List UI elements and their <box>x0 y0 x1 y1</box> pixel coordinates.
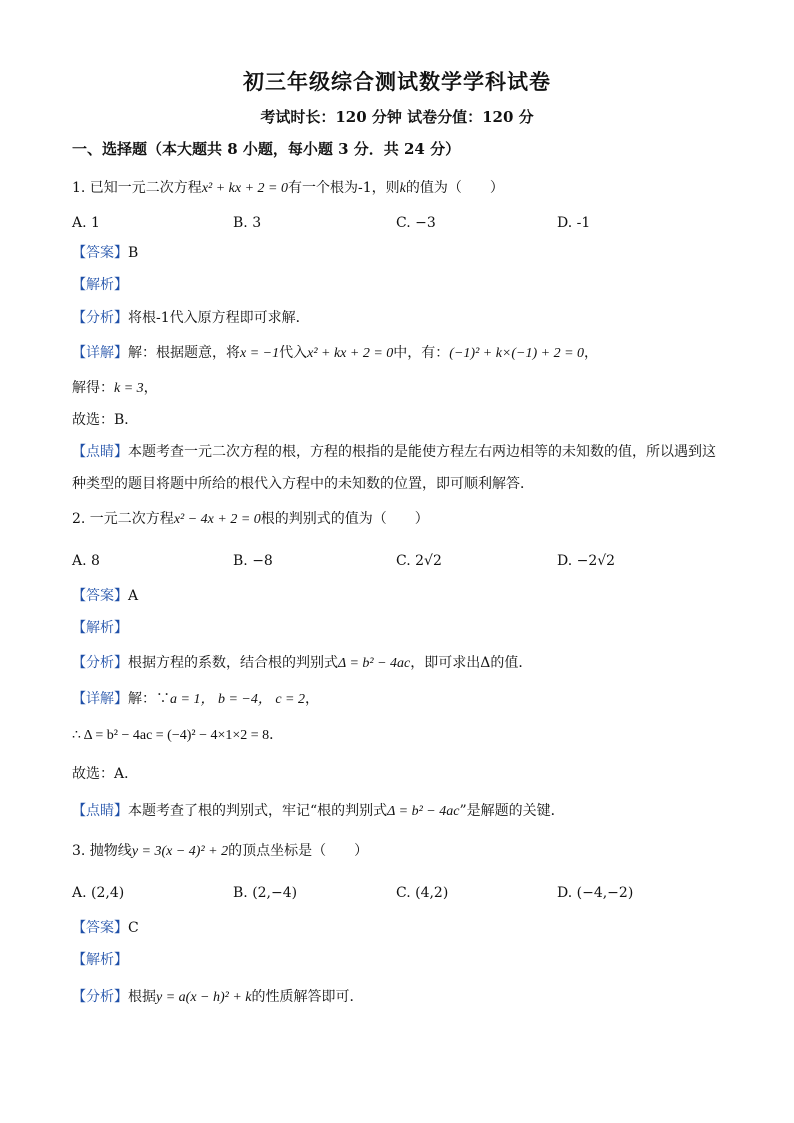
q1-option-b: B. 3 <box>233 215 262 231</box>
q1-analysis-label: 【解析】 <box>72 277 128 293</box>
q3-stem-text-b: 的顶点坐标是（ ） <box>228 843 369 859</box>
q1-option-c: C. −3 <box>396 215 436 231</box>
q1-detail-eq1: x = −1 <box>240 346 280 361</box>
answer-label: 【答案】 <box>72 245 128 261</box>
q1-detail-eq3: (−1)² + k×(−1) + 2 = 0 <box>449 346 585 361</box>
q2-comment-text-b: ”是解题的关键． <box>459 803 565 819</box>
q2-fenxi-text-b: ，即可求出Δ的值． <box>410 655 533 671</box>
q3-fenxi-text-a: 根据 <box>128 989 156 1005</box>
exam-title: 初三年级综合测试数学学科试卷 <box>243 69 551 94</box>
q3-option-c: C. (4,2) <box>396 885 449 901</box>
q1-comment-line-2: 种类型的题目将题中所给的根代入方程中的未知数的位置，即可顺利解答． <box>72 476 534 492</box>
q2-fenxi-eq: Δ = b² − 4ac <box>338 656 411 671</box>
q1-stem <box>72 178 504 199</box>
q1-answer <box>72 243 138 263</box>
q2-analysis-label: 【解析】 <box>72 620 128 636</box>
q2-option-a: A. 8 <box>72 553 100 569</box>
q3-option-a: A. (2,4) <box>72 885 125 901</box>
q1-fenxi-text: 将根-1代入原方程即可求解． <box>128 310 310 326</box>
q2-equation: x² − 4x + 2 = 0 <box>173 512 261 527</box>
q1-detail <box>72 343 598 364</box>
answer-label: 【答案】 <box>72 920 128 936</box>
exam-subtitle: 考试时长：120 分钟 试卷分值：120 分 <box>260 108 534 126</box>
q2-detail-text-a: 解：∵ <box>128 691 170 707</box>
q1-variable: k <box>399 181 406 196</box>
q2-option-d: D. −2√2 <box>557 553 616 569</box>
section-heading: 一、选择题（本大题共 8 小题，每小题 3 分．共 24 分） <box>72 140 461 158</box>
q3-answer-value: C <box>128 920 139 936</box>
q1-solve <box>72 378 158 399</box>
q1-comment-text-1: 本题考查一元二次方程的根，方程的根指的是能使方程左右两边相等的未知数的值，所以遇到这 <box>128 444 716 460</box>
detail-label: 【详解】 <box>72 345 128 361</box>
q1-comment-line-1 <box>72 442 716 462</box>
q1-solve-punct: ， <box>143 380 158 396</box>
q2-comment-text-a: 本题考查了根的判别式，牢记“根的判别式 <box>128 803 388 819</box>
q2-stem-text-a: 2. 一元二次方程 <box>72 511 174 527</box>
detail-label: 【详解】 <box>72 691 128 707</box>
q1-detail-text-a: 解：根据题意，将 <box>128 345 240 361</box>
q2-answer-value: A <box>128 588 139 604</box>
q2-therefore: ∴ Δ = b² − 4ac = (−4)² − 4×1×2 = 8． <box>72 728 284 743</box>
q2-detail-text-b: ， <box>305 691 320 707</box>
q3-option-b: B. (2,−4) <box>233 885 298 901</box>
q1-stem-text-c: 的值为（ ） <box>405 180 504 196</box>
fenxi-label: 【分析】 <box>72 655 128 671</box>
q2-choose: 故选：A． <box>72 766 139 782</box>
q3-analysis-label: 【解析】 <box>72 952 128 968</box>
q2-answer <box>72 586 138 606</box>
q1-stem-text-b: 有一个根为-1，则 <box>288 180 400 196</box>
q1-equation: x² + kx + 2 = 0 <box>201 181 288 196</box>
q2-comment <box>72 801 565 822</box>
q2-option-b: B. −8 <box>233 553 273 569</box>
q2-detail <box>72 689 319 710</box>
q1-solve-text: 解得： <box>72 380 114 396</box>
comment-label: 【点睛】 <box>72 444 128 460</box>
q1-solve-eq: k = 3 <box>114 381 144 396</box>
q1-detail-eq2: x² + kx + 2 = 0 <box>307 346 394 361</box>
q1-detail-text-c: 中，有： <box>393 345 450 361</box>
q1-answer-value: B <box>128 245 139 261</box>
q1-stem-text-a: 1. 已知一元二次方程 <box>72 180 202 196</box>
answer-label: 【答案】 <box>72 588 128 604</box>
q1-fenxi <box>72 308 310 328</box>
fenxi-label: 【分析】 <box>72 310 128 326</box>
q2-option-c: C. 2√2 <box>396 553 442 569</box>
q3-equation: y = 3(x − 4)² + 2 <box>131 844 229 859</box>
q3-fenxi <box>72 987 364 1008</box>
q1-detail-text-b: 代入 <box>279 345 308 361</box>
q2-fenxi <box>72 653 532 674</box>
q2-fenxi-text-a: 根据方程的系数，结合根的判别式 <box>128 655 338 671</box>
q1-choose: 故选：B． <box>72 412 139 428</box>
q2-detail-eq: a = 1， b = −4， c = 2 <box>170 692 306 707</box>
q2-comment-eq: Δ = b² − 4ac <box>387 804 460 819</box>
q1-detail-text-d: ， <box>584 345 599 361</box>
q3-fenxi-eq: y = a(x − h)² + k <box>156 990 252 1005</box>
q2-stem-text-b: 根的判别式的值为（ ） <box>260 511 429 527</box>
fenxi-label: 【分析】 <box>72 989 128 1005</box>
q1-option-a: A. 1 <box>72 215 100 231</box>
q3-option-d: D. (−4,−2) <box>557 885 634 901</box>
q3-stem-text-a: 3. 抛物线 <box>72 843 132 859</box>
q3-fenxi-text-b: 的性质解答即可． <box>251 989 364 1005</box>
q3-stem <box>72 841 368 862</box>
q3-answer <box>72 918 139 938</box>
q2-stem <box>72 509 429 530</box>
q1-option-d: D. -1 <box>557 215 591 231</box>
comment-label: 【点睛】 <box>72 803 128 819</box>
